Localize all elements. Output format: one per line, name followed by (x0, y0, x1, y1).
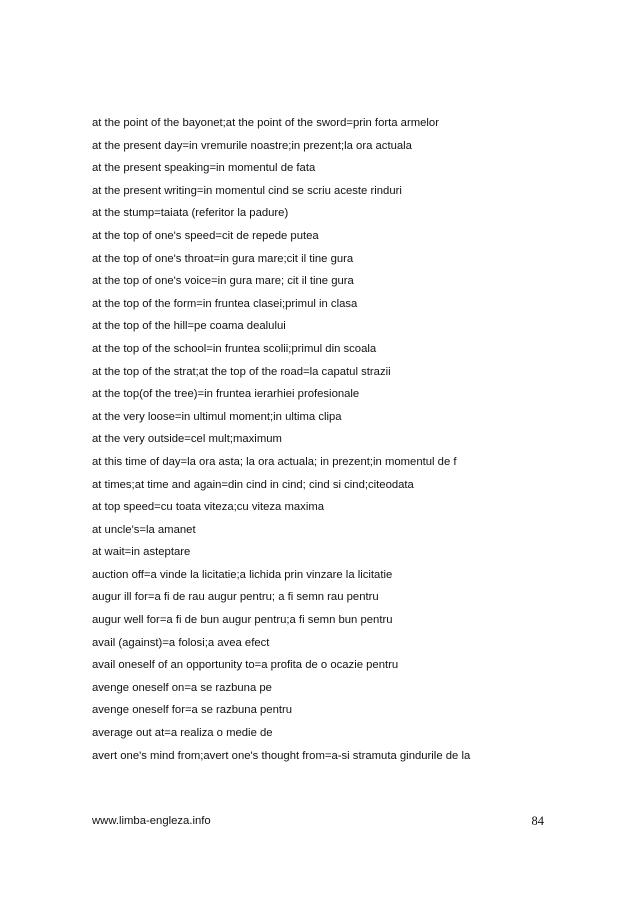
list-item: at the top(of the tree)=in fruntea ierarhiei profesionale (92, 388, 360, 401)
list-item: at the top of the school=in fruntea scolii;primul din scoala (92, 342, 377, 355)
list-item: at the top of one's speed=cit de repede putea (92, 229, 319, 242)
list-item: avenge oneself on=a se razbuna pe (92, 681, 272, 694)
list-item: at the top of the form=in fruntea clasei;primul in clasa (92, 297, 358, 310)
list-item: at the top of the hill=pe coama dealului (92, 320, 286, 333)
page-number: 84 (531, 813, 544, 828)
list-item: auction off=a vinde la licitatie;a lichida prin vinzare la licitatie (92, 568, 393, 581)
list-item: avail oneself of an opportunity to=a profita de o ocazie pentru (92, 659, 399, 672)
list-item: augur well for=a fi de bun augur pentru;a fi semn bun pentru (92, 614, 393, 627)
list-item: avail (against)=a folosi;a avea efect (92, 636, 270, 649)
list-item: at this time of day=la ora asta; la ora actuala; in prezent;in momentul de f (92, 455, 457, 468)
list-item: at times;at time and again=din cind in cind; cind si cind;citeodata (92, 478, 414, 491)
list-item: at uncle's=la amanet (92, 523, 196, 536)
list-item: at wait=in asteptare (92, 546, 191, 559)
list-item: at the top of one's throat=in gura mare;cit il tine gura (92, 252, 354, 265)
list-item: average out at=a realiza o medie de (92, 727, 273, 740)
footer-website: www.limba-engleza.info (92, 815, 211, 827)
list-item: avert one's mind from;avert one's thought from=a-si stramuta gindurile de la (92, 749, 471, 762)
list-item: at the present writing=in momentul cind se scriu aceste rinduri (92, 184, 402, 197)
list-item: at the top of one's voice=in gura mare; cit il tine gura (92, 275, 354, 288)
entry-list (92, 112, 562, 767)
page-footer (92, 812, 544, 830)
list-item: avenge oneself for=a se razbuna pentru (92, 704, 293, 717)
list-item: at the present speaking=in momentul de fata (92, 162, 316, 175)
list-item: at top speed=cu toata viteza;cu viteza maxima (92, 501, 325, 514)
list-item: at the stump=taiata (referitor la padure) (92, 207, 289, 220)
list-item: at the point of the bayonet;at the point of the sword=prin forta armelor (92, 117, 439, 129)
list-item: augur ill for=a fi de rau augur pentru; a fi semn rau pentru (92, 591, 379, 604)
list-item: at the very outside=cel mult;maximum (92, 433, 282, 446)
list-item: at the very loose=in ultimul moment;in ultima clipa (92, 410, 342, 423)
list-item: at the present day=in vremurile noastre;in prezent;la ora actuala (92, 139, 412, 152)
list-item: at the top of the strat;at the top of the road=la capatul strazii (92, 365, 391, 378)
